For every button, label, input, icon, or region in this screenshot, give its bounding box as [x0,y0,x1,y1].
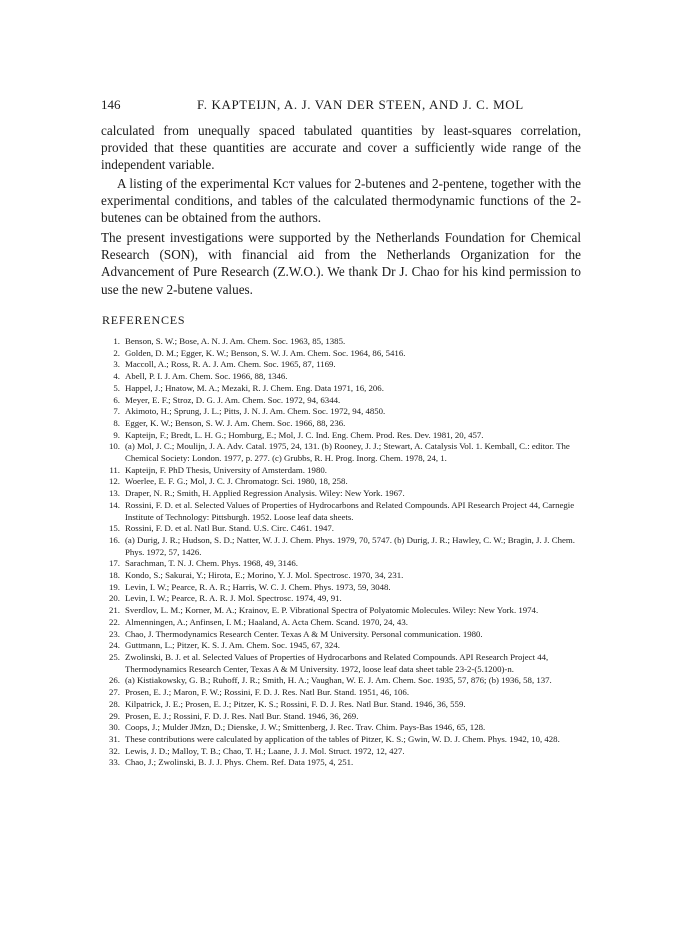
references-heading: REFERENCES [102,313,186,327]
reference-number: 26. [109,675,120,686]
reference-item [100,558,584,570]
reference-item [100,652,584,675]
reference-text: Golden, D. M.; Egger, K. W.; Benson, S. W. J. Am. Chem. Soc. 1964, 86, 5416. [125,347,406,358]
reference-number: 25. [109,651,120,662]
reference-item [100,500,584,523]
paragraph-text: A listing of the experimental Kᴄᴛ values for 2-butenes and 2-pentene, together with the experimental conditions, and tables of the calculated thermodynamic functions of the 2-butenes can be obtained from the authors. [101,176,581,226]
reference-text: Rossini, F. D. et al. Natl Bur. Stand. U.S. Circ. C461. 1947. [125,523,334,534]
reference-item [100,711,584,723]
reference-text: Coops, J.; Mulder JMzn, D.; Dienske, J. W.; Smittenberg, J. Rec. Trav. Chim. Pays-Bas 1946, 65, 128. [125,722,486,733]
reference-item [100,359,584,371]
reference-item [100,617,584,629]
reference-item [100,406,584,418]
reference-text: Levin, I. W.; Pearce, R. A. R.; Harris, W. C. J. Chem. Phys. 1973, 59, 3048. [125,581,391,592]
reference-number: 11. [109,464,120,475]
reference-number: 13. [109,488,120,499]
reference-number: 28. [109,698,120,709]
reference-item [100,757,584,769]
reference-text: Benson, S. W.; Bose, A. N. J. Am. Chem. Soc. 1963, 85, 1385. [125,336,346,346]
running-head: F. KAPTEIJN, A. J. VAN DER STEEN, AND J. C. MOL [197,97,524,112]
reference-text: Woerlee, E. F. G.; Mol, J. C. J. Chromatogr. Sci. 1980, 18, 258. [125,476,348,487]
reference-text: Abell, P. I. J. Am. Chem. Soc. 1966, 88, 1346. [125,371,288,382]
reference-number: 33. [109,757,120,768]
reference-text: Kapteijn, F. PhD Thesis, University of Amsterdam. 1980. [125,464,327,475]
body-paragraph [101,122,581,174]
paragraph-text: The present investigations were supported by the Netherlands Foundation for Chemical Research (SON), with financial aid from the Netherlands Organization for the Advancement of Pure Research (Z.W.O.). We thank Dr J. Chao for his kind permission to use the new 2-butene values. [101,230,581,297]
reference-number: 7. [113,406,120,417]
reference-number: 21. [109,605,120,616]
reference-number: 29. [109,710,120,721]
reference-number: 18. [109,570,120,581]
reference-text: Guttmann, L.; Pitzer, K. S. J. Am. Chem. Soc. 1945, 67, 324. [125,640,340,651]
reference-item [100,395,584,407]
reference-number: 2. [113,347,120,358]
body-paragraph [101,175,581,227]
reference-item [100,476,584,488]
reference-item [100,523,584,535]
reference-text: Sverdlov, L. M.; Korner, M. A.; Krainov, E. P. Vibrational Spectra of Polyatomic Molecules. Wiley: New York. 1974. [125,605,539,616]
reference-text: Almenningen, A.; Anfinsen, I. M.; Haaland, A. Acta Chem. Scand. 1970, 24, 43. [125,616,408,627]
reference-text: (a) Durig, J. R.; Hudson, S. D.; Natter, W. J. J. Chem. Phys. 1979, 70, 5747. (b) Durig, J. R.; Hawley, C. W.; Bragin, J. J. Chem. Phys. 1972, 57, 1426. [125,534,575,557]
reference-number: 12. [109,476,120,487]
reference-number: 5. [113,382,120,393]
reference-text: Draper, N. R.; Smith, H. Applied Regression Analysis. Wiley: New York. 1967. [125,488,405,499]
reference-item [100,699,584,711]
reference-text: Maccoll, A.; Ross, R. A. J. Am. Chem. Soc. 1965, 87, 1169. [125,359,336,370]
reference-number: 17. [109,558,120,569]
reference-item [100,582,584,594]
reference-text: These contributions were calculated by application of the tables of Pitzer, K. S.; Gwin, W. D. J. Chem. Phys. 1942, 10, 428. [125,733,560,744]
reference-item [100,640,584,652]
reference-number: 31. [109,733,120,744]
reference-text: (a) Mol, J. C.; Moulijn, J. A. Adv. Catal. 1975, 24, 131. (b) Rooney, J. J.; Stewart, A. Catalysis Vol. 1. Kemball, C.: editor. The Chemical Society: London. 1977, p. 277. (c) Grubbs, R. H. Prog. Inorg. Chem. 1978, 24, 1. [125,441,570,464]
reference-number: 10. [109,441,120,452]
reference-item [100,535,584,558]
reference-text: (a) Kistiakowsky, G. B.; Ruhoff, J. R.; Smith, H. A.; Vaughan, W. E. J. Am. Chem. Soc. 1935, 57, 876; (b) 1936, 58, 137. [125,675,552,686]
reference-text: Zwolinski, B. J. et al. Selected Values of Properties of Hydrocarbons and Related Compounds. API Research Project 44, Thermodynamics Research Center, Texas A & M University. 1972, loose leaf data sheet table 23-2-(5.1200)-n. [125,651,549,674]
reference-item [100,383,584,395]
reference-number: 8. [113,417,120,428]
reference-item [100,746,584,758]
reference-item [100,605,584,617]
reference-number: 24. [109,640,120,651]
reference-number: 22. [109,616,120,627]
page-number: 146 [101,97,121,112]
reference-number: 16. [109,534,120,545]
reference-number: 20. [109,593,120,604]
reference-item [100,722,584,734]
reference-item [100,687,584,699]
reference-number: 27. [109,687,120,698]
reference-item [100,465,584,477]
reference-item [100,336,584,348]
acknowledgement-paragraph [101,229,581,298]
reference-text: Akimoto, H.; Sprung, J. L.; Pitts, J. N. J. Am. Chem. Soc. 1972, 94, 4850. [125,406,386,417]
reference-number: 15. [109,523,120,534]
reference-number: 14. [109,499,120,510]
reference-item [100,430,584,442]
reference-number: 19. [109,581,120,592]
reference-item [100,348,584,360]
reference-number: 30. [109,722,120,733]
reference-item [100,441,584,464]
reference-text: Rossini, F. D. et al. Selected Values of Properties of Hydrocarbons and Related Compounds. API Research Project 44, Carnegie Institute of Technology: Pittsburgh. 1952. Loose leaf data sheets. [125,499,575,522]
reference-item [100,629,584,641]
reference-text: Prosen, E. J.; Maron, F. W.; Rossini, F. D. J. Res. Natl Bur. Stand. 1951, 46, 106. [125,687,410,698]
reference-item [100,371,584,383]
reference-text: Kapteijn, F.; Bredt, L. H. G.; Homburg, E.; Mol, J. C. Ind. Eng. Chem. Prod. Res. Dev. 1981, 20, 457. [125,429,484,440]
references-list [100,336,584,769]
reference-number: 4. [113,371,120,382]
reference-item [100,418,584,430]
reference-number: 9. [113,429,120,440]
reference-item [100,734,584,746]
reference-number: 1. [113,336,120,346]
reference-number: 3. [113,359,120,370]
reference-item [100,570,584,582]
reference-text: Meyer, E. F.; Stroz, D. G. J. Am. Chem. Soc. 1972, 94, 6344. [125,394,341,405]
reference-number: 23. [109,628,120,639]
reference-text: Lewis, J. D.; Malloy, T. B.; Chao, T. H.; Laane, J. J. Mol. Struct. 1972, 12, 427. [125,745,405,756]
page-header [101,97,581,117]
reference-text: Sarachman, T. N. J. Chem. Phys. 1968, 49, 3146. [125,558,298,569]
reference-text: Prosen, E. J.; Rossini, F. D. J. Res. Natl Bur. Stand. 1946, 36, 269. [125,710,359,721]
reference-text: Egger, K. W.; Benson, S. W. J. Am. Chem. Soc. 1966, 88, 236. [125,417,346,428]
reference-number: 32. [109,745,120,756]
reference-text: Happel, J.; Hnatow, M. A.; Mezaki, R. J. Chem. Eng. Data 1971, 16, 206. [125,382,384,393]
reference-text: Kilpatrick, J. E.; Prosen, E. J.; Pitzer, K. S.; Rossini, F. D. J. Res. Natl Bur. Stand. 1946, 36, 559. [125,698,466,709]
reference-text: Kondo, S.; Sakurai, Y.; Hirota, E.; Morino, Y. J. Mol. Spectrosc. 1970, 34, 231. [125,570,404,581]
reference-number: 6. [113,394,120,405]
reference-text: Levin, I. W.; Pearce, R. A. R. J. Mol. Spectrosc. 1974, 49, 91. [125,593,342,604]
reference-item [100,488,584,500]
reference-text: Chao, J.; Zwolinski, B. J. J. Phys. Chem. Ref. Data 1975, 4, 251. [125,757,354,768]
reference-text: Chao, J. Thermodynamics Research Center. Texas A & M University. Personal communication. 1980. [125,628,483,639]
reference-item [100,593,584,605]
paragraph-text: calculated from unequally spaced tabulated quantities by least-squares correlation, provided that these quantities are accurate and cover a sufficiently wide range of the independent variable. [101,123,581,173]
reference-item [100,675,584,687]
